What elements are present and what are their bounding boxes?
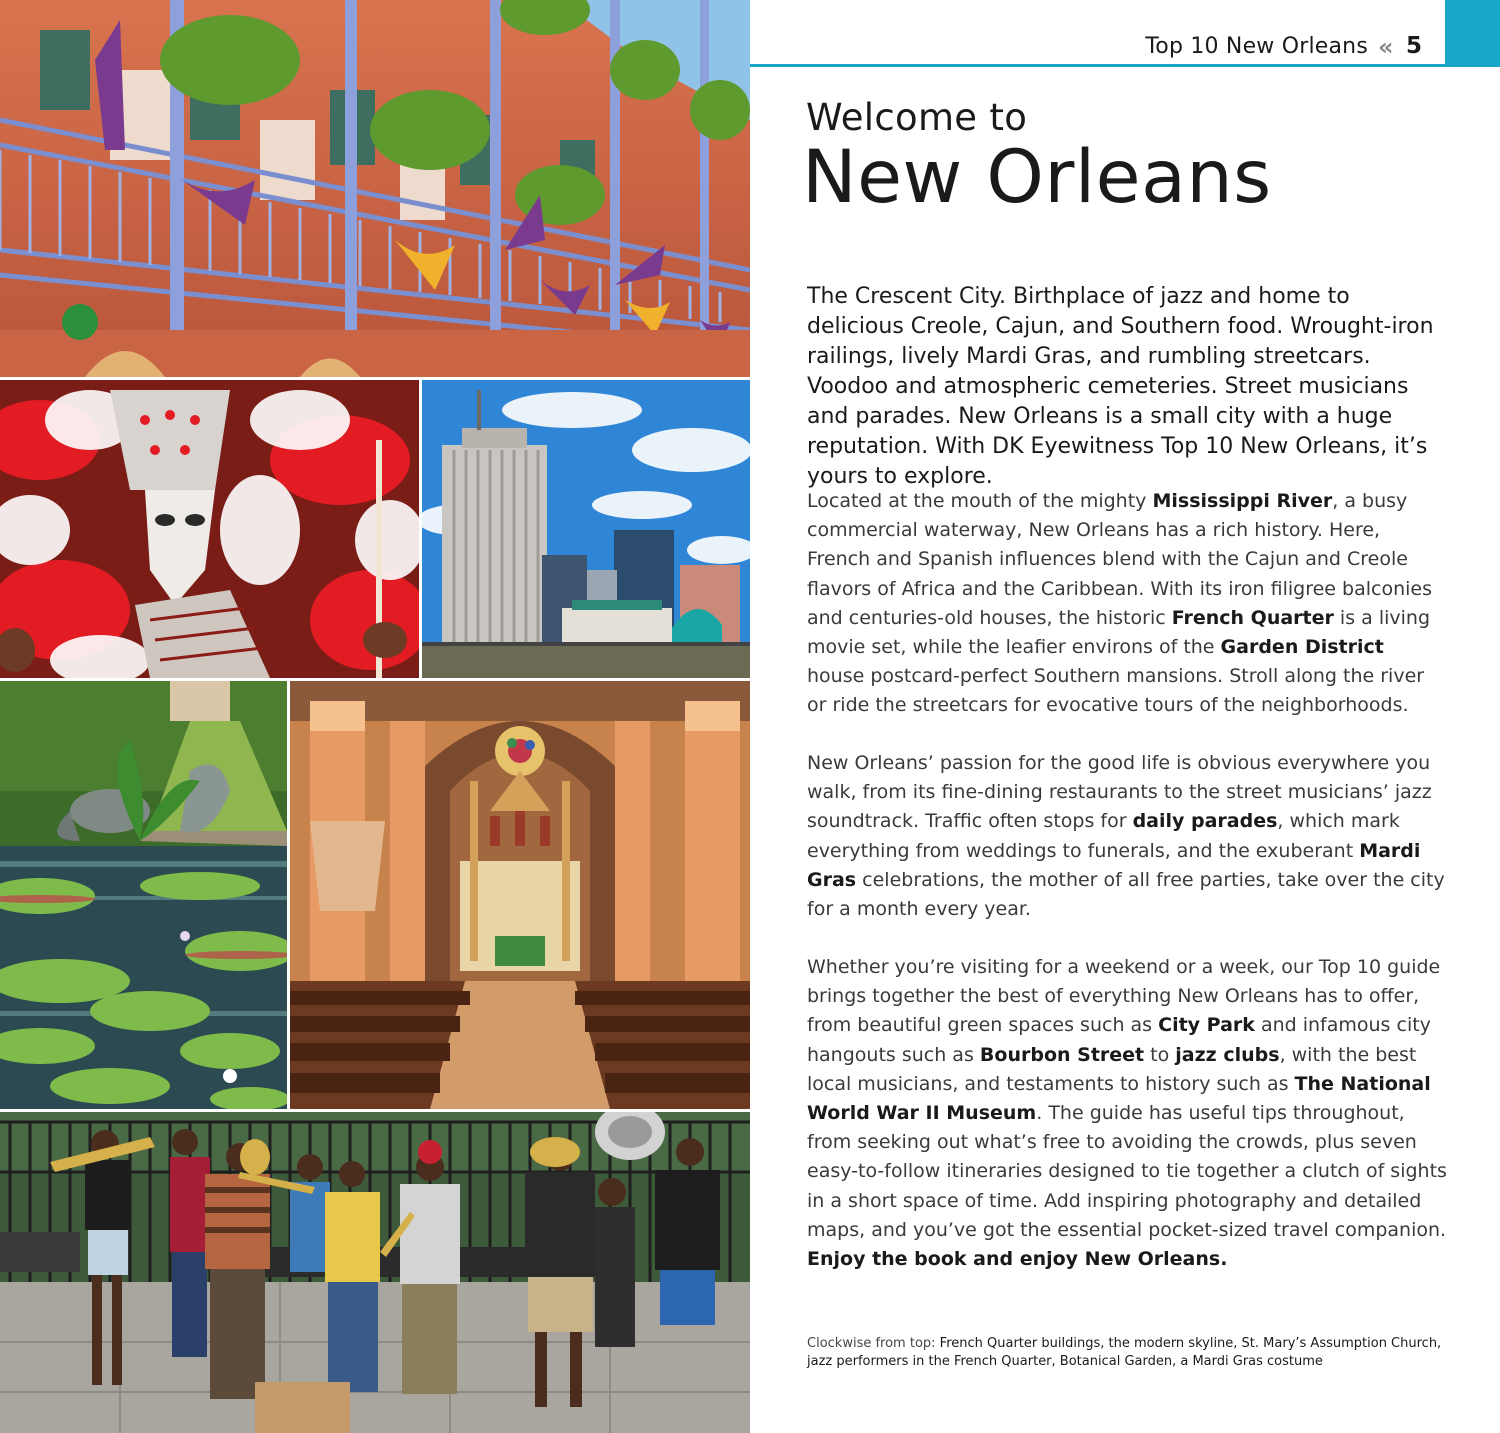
body-paragraph-3: Whether you’re visiting for a weekend or a week, our Top 10 guide brings together the best of everything New Orleans has to offer, from beautiful green spaces such as City Park and infamous city hangouts such as Bourbon Street to jazz clubs, with the best local musicians, and testaments to history such as The National World War II Museum. The guide has useful tips throughout, from seeking out what’s free to avoiding the crowds, plus seven easy-to-follow itineraries designed to tie together a clutch of sights in a short space of time. Add inspiring photography and detailed maps, and you’ve got the essential pocket-sized travel companion. Enjoy the book and enjoy New Orleans. <box>807 956 1447 1271</box>
highlight-mardi-gras: Mardi Gras <box>807 839 1421 891</box>
modern-skyline-photo <box>422 380 750 678</box>
heading-welcome: Welcome to <box>806 96 1028 139</box>
photo-caption <box>807 1335 1447 1371</box>
highlight-city-park: City Park <box>1158 1014 1255 1037</box>
intro-paragraph: The Crescent City. Birthplace of jazz and home to delicious Creole, Cajun, and Southern food. Wrought-iron railings, lively Mardi Gras, and rumbling streetcars. Voodoo and atmospheric cemeteries. Street musicians and parades. New Orleans is a small city with a huge reputation. With DK Eyewitness Top 10 New Orleans, it’s yours to explore. <box>807 284 1434 489</box>
french-quarter-balconies-photo <box>0 0 750 377</box>
st-marys-church-photo <box>290 681 750 1109</box>
highlight-french-quarter: French Quarter <box>1171 606 1334 629</box>
body-paragraph-2: New Orleans’ passion for the good life is obvious everywhere you walk, from its fine-dining restaurants to the street musicians’ jazz soundtrack. Traffic often stops for daily parades, which mark everything from weddings to funerals, and the exuberant Mardi Gras celebrations, the mother of all free parties, take over the city for a month every year. <box>807 752 1445 921</box>
highlight-mississippi-river: Mississippi River <box>1152 490 1333 512</box>
highlight-daily-parades: daily parades <box>1132 810 1278 833</box>
chevron-left-icon: « <box>1378 33 1394 61</box>
jazz-performers-photo <box>0 1112 750 1433</box>
botanical-garden-photo <box>0 681 287 1109</box>
highlight-bourbon-street: Bourbon Street <box>979 1043 1145 1066</box>
highlight-jazz-clubs: jazz clubs <box>1175 1043 1280 1066</box>
body-paragraph-1: Located at the mouth of the mighty Mississippi River, a busy commercial waterway, New Orleans has a rich history. Here, French and Spanish influences blend with the Cajun and Creole flavors of Africa and the Caribbean. With its iron filigree balconies and centuries-old houses, the historic French Quarter is a living movie set, while the leafier environs of the Garden District house postcard-perfect Southern mansions. Stroll along the river or ride the streetcars for evocative tours of the neighborhoods. <box>807 490 1432 717</box>
mardi-gras-costume-photo <box>0 380 419 678</box>
page-number: 5 <box>1406 33 1423 59</box>
highlight-garden-district: Garden District <box>1220 636 1384 659</box>
highlight-ww2-museum: The National World War II Museum <box>807 1072 1431 1125</box>
highlight-enjoy: Enjoy the book and enjoy New Orleans. <box>807 1248 1228 1271</box>
running-title: Top 10 New Orleans <box>1145 34 1368 59</box>
caption-text: French Quarter buildings, the modern skyline, St. Mary’s Assumption Church, jazz performers in the French Quarter, Botanical Garden, a Mardi Gras costume <box>807 1336 1442 1369</box>
chapter-tab <box>1445 0 1500 67</box>
caption-label: Clockwise from top: <box>807 1336 940 1351</box>
heading-city: New Orleans <box>802 135 1272 220</box>
